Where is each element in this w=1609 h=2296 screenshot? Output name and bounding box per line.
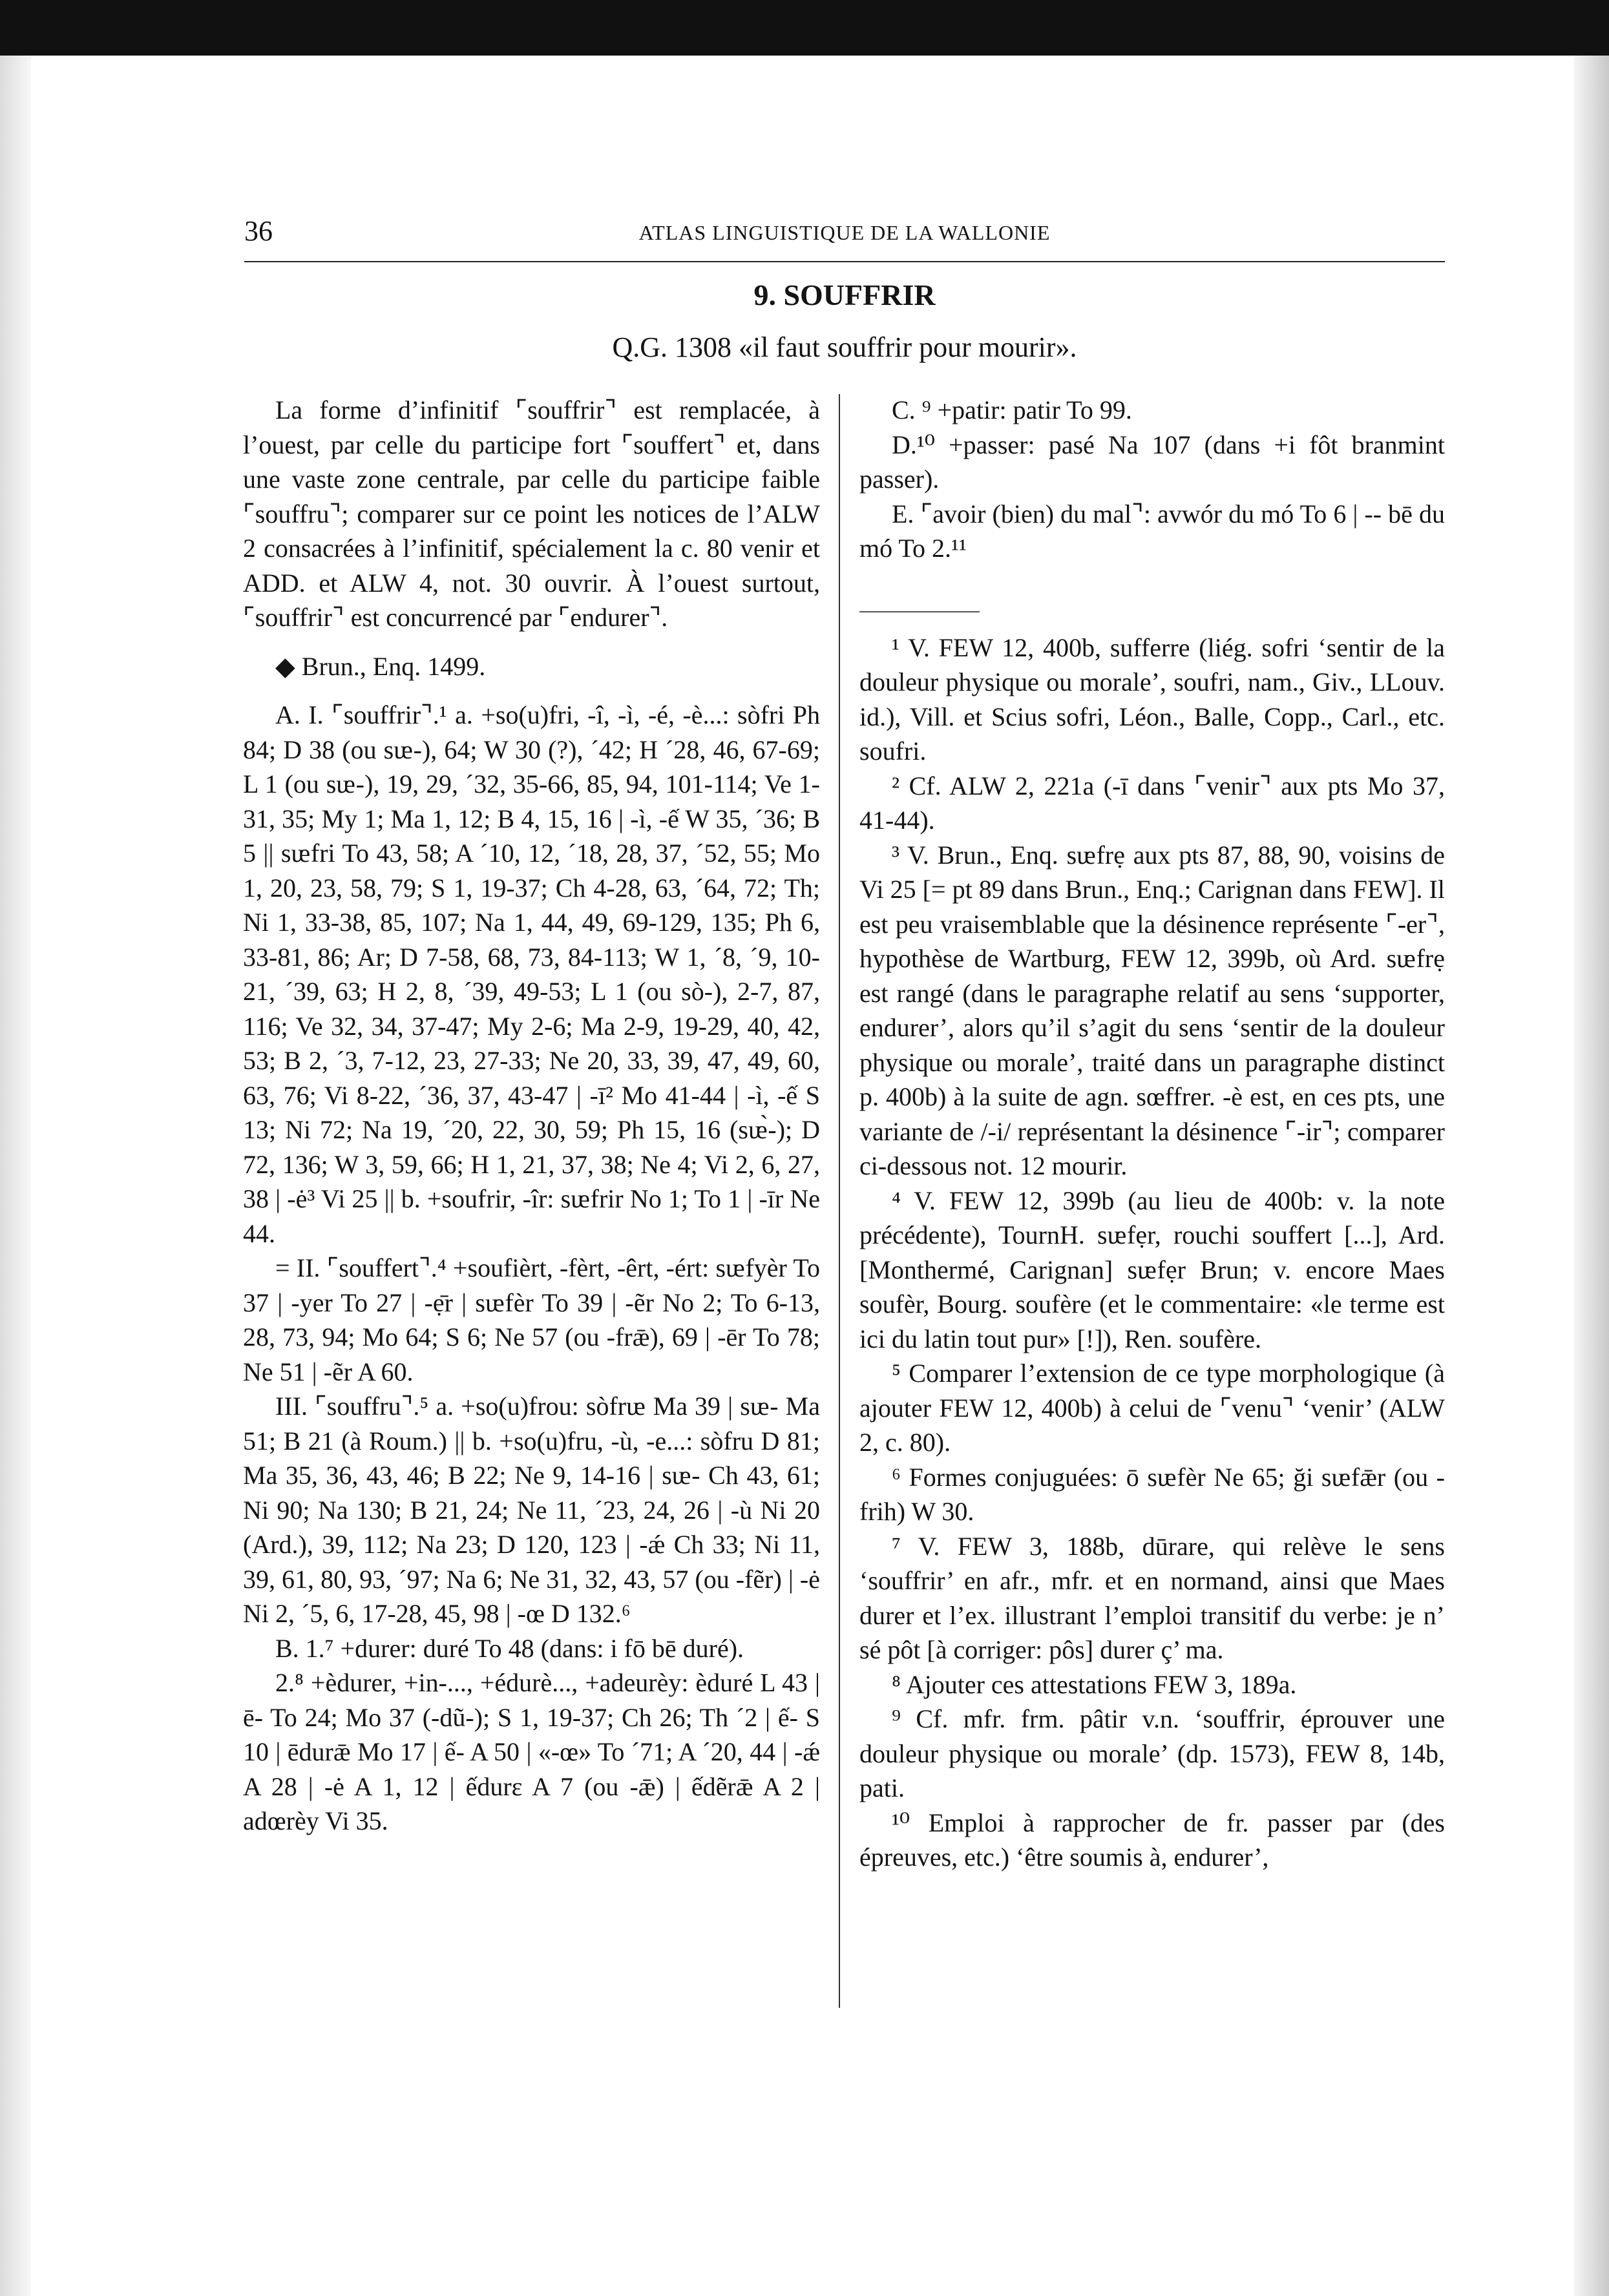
running-title: ATLAS LINGUISTIQUE DE LA WALLONIE xyxy=(638,221,1051,244)
section-e-avoir-du-mal: E. ⌜avoir (bien) du mal⌝: avwór du mó To 6 | -- bē du mó To 2.¹¹ xyxy=(859,499,1445,563)
footnote: ⁵ Comparer l’extension de ce type morphologique (à ajouter FEW 12, 400b) à celui de ⌜venu⌝ ‘venir’ (ALW 2, c. 80). xyxy=(859,1359,1445,1457)
questionnaire-line: Q.G. 1308 «il faut souffrir pour mourir». xyxy=(612,331,1077,363)
footnote: ⁴ V. FEW 12, 399b (au lieu de 400b: v. la note précédente), TournH. sᵫfẹr, rouchi souffert [...], Ard. [Monthermé, Carignan] sᵫfẹr Brun; v. encore Maes soufèr, Bourg. soufère (et le commentaire: «le terme est ici du latin tout pur» [!]), Ren. soufère. xyxy=(859,1185,1445,1353)
column-divider xyxy=(839,394,840,2008)
running-head xyxy=(244,214,1445,262)
section-a-infinitive: A. I. ⌜souffrir⌝.¹ a. +so(u)fri, -î, -ì, -é, -è...: sòfri Ph 84; D 38 (ou sᵫ-), 64; W 30 (?), ´42; H ´28, 46, 67-69; L 1 (ou sᵫ-), 19, 29, ´32, 35-66, 85, 94, 101-114; Ve 1-31, 35; My 1; Ma 1, 12; B 4, 15, 16 | -ì, -ế W 35, ´36; B 5 || sᵫfri To 43, 58; A ´10, 12, ´18, 28, 37, ´52, 55; Mo 1, 20, 23, 58, 79; S 1, 19-37; Ch 4-28, 63, ´64, 72; Th; Ni 1, 33-38, 85, 107; Na 1, 44, 49, 69-129, 135; Ph 6, 33-81, 86; Ar; D 7-58, 68, 73, 84-113; W 1, ´8, ´9, 10-21, ´39, 63; H 2, 8, ´39, 49-53; L 1 (ou sò-), 2-7, 87, 116; Ve 32, 34, 37-47; My 2-6; Ma 2-9, 19-29, 40, 42, 53; B 2, ´3, 7-12, 23, 27-33; Ne 20, 33, 39, 47, 49, 60, 63, 76; Vi 8-22, ´36, 37, 43-47 | -ī² Mo 41-44 | -ì, -ế S 13; Ni 72; Na 19, ´20, 22, 30, 59; Ph 15, 16 (sᵫ̀-); D 72, 136; W 3, 59, 66; H 1, 21, 37, 38; Ne 4; Vi 2, 6, 27, 38 | -ė³ Vi 25 || b. +soufrir, -îr: sᵫfrir No 1; To 1 | -īr Ne 44. xyxy=(243,700,820,1248)
article-title: 9. SOUFFRIR xyxy=(753,278,936,311)
section-c-patir: C. ⁹ +patir: patir To 99. xyxy=(892,395,1132,424)
scan-right-edge xyxy=(1574,56,1609,2296)
section-a-participle-strong: = II. ⌜souffert⌝.⁴ +soufièrt, -fèrt, -êrt, -ért: sᵫfyèr To 37 | -yer To 27 | -ẹ̄r | sᵫfèr To 39 | -ẽr No 2; To 6-13, 28, 73, 94; Mo 64; S 6; Ne 57 (ou -frǣ), 69 | -ēr To 78; Ne 51 | -ẽr A 60. xyxy=(243,1253,820,1386)
footnote: ¹⁰ Emploi à rapprocher de fr. passer par (des épreuves, etc.) ‘être soumis à, endurer’, xyxy=(859,1808,1445,1872)
scan-top-border xyxy=(0,0,1609,56)
scan-left-edge xyxy=(0,56,31,2296)
footnote: ² Cf. ALW 2, 221a (-ī dans ⌜venir⌝ aux pts Mo 37, 41-44). xyxy=(859,771,1445,835)
left-column xyxy=(243,393,820,1839)
section-d-passer: D.¹⁰ +passer: pasé Na 107 (dans +i fôt branmint passer). xyxy=(859,430,1445,494)
footnote: ⁹ Cf. mfr. frm. pâtir v.n. ‘souffrir, éprouver une douleur physique ou morale’ (dp. 1573), FEW 8, 14b, pati. xyxy=(859,1704,1445,1802)
section-a-participle-weak: III. ⌜souffru⌝.⁵ a. +so(u)frou: sòfrᵫ Ma 39 | sᵫ- Ma 51; B 21 (à Roum.) || b. +so(u)fru, -ù, -e...: sòfru D 81; Ma 35, 36, 43, 46; B 22; Ne 9, 14-16 | sᵫ- Ch 43, 61; Ni 90; Na 130; B 21, 24; Ne 11, ´23, 24, 26 | -ù Ni 20 (Ard.), 39, 112; Na 23; D 120, 123 | -ǽ Ch 33; Ni 11, 39, 61, 80, 93, ´97; Na 6; Ne 31, 32, 43, 57 (ou -fẽr) | -ė Ni 2, ´5, 6, 17-28, 45, 98 | -œ D 132.⁶ xyxy=(243,1392,820,1628)
footnote: ⁸ Ajouter ces attestations FEW 3, 189a. xyxy=(892,1669,1297,1699)
right-column xyxy=(859,393,1445,1875)
footnote: ³ V. Brun., Enq. sᵫfrẹ aux pts 87, 88, 90, voisins de Vi 25 [= pt 89 dans Brun., Enq.; Carignan dans FEW]. Il est peu vraisemblable que la désinence représente ⌜-er⌝, hypothèse de Wartburg, FEW 12, 399b, où Ard. sᵫfrẹ est rangé (dans le paragraphe relatif au sens ‘supporter, endurer’, alors qu’il s’agit du sens ‘sentir de la douleur physique ou morale’, traité dans un paragraphe distinct p. 400b) à la suite de agn. sœffrer. -è est, en ces pts, une variante de /-i/ représentant la désinence ⌜-ir⌝; comparer ci-dessous not. 12 mourir. xyxy=(859,840,1445,1180)
intro-paragraph: La forme d’infinitif ⌜souffrir⌝ est remplacée, à l’ouest, par celle du participe fort ⌜souffert⌝ et, dans une vaste zone centrale, par celle du participe faible ⌜souffru⌝; comparer sur ce point les notices de l’ALW 2 consacrées à l’infinitif, spécialement la c. 80 venir et ADD. et ALW 4, not. 30 ouvrir. À l’ouest surtout, ⌜souffrir⌝ est concurrencé par ⌜endurer⌝. xyxy=(243,395,820,632)
footnote-separator xyxy=(859,611,980,612)
section-b-endurer: 2.⁸ +èdurer, +in-..., +édurè..., +adeurèy: èduré L 43 | ē- To 24; Mo 37 (-dũ-); S 1, 19-37; Ch 26; Th ´2 | ế- S 10 | ēdurǣ Mo 17 | ế- A 50 | «-œ» To ´71; A ´20, 44 | -ǽ A 28 | -ė A 1, 12 | ếdurɛ A 7 (ou -ǣ) | ếdẽrǣ A 2 | adœrèy Vi 35. xyxy=(243,1668,820,1835)
page-number: 36 xyxy=(244,215,273,247)
reference-line: ◆ Brun., Enq. 1499. xyxy=(275,651,486,681)
section-b-durer: B. 1.⁷ +durer: duré To 48 (dans: i fō bē duré). xyxy=(275,1633,744,1663)
footnote: ⁶ Formes conjuguées: ō sᵫfèr Ne 65; ği sᵫfǣr (ou -frih) W 30. xyxy=(859,1462,1445,1526)
footnote: ¹ V. FEW 12, 400b, sufferre (liég. sofri ‘sentir de la douleur physique ou morale’, soufri, nam., Giv., LLouv. id.), Vill. et Scius sofri, Léon., Balle, Copp., Carl., etc. soufri. xyxy=(859,632,1445,766)
footnote: ⁷ V. FEW 3, 188b, dūrare, qui relève le sens ‘souffrir’ en afr., mfr. et en normand, ainsi que Maes durer et l’ex. illustrant l’emploi transitif du verbe: je n’ sé pôt [à corriger: pôs] durer ç’ ma. xyxy=(859,1531,1445,1664)
